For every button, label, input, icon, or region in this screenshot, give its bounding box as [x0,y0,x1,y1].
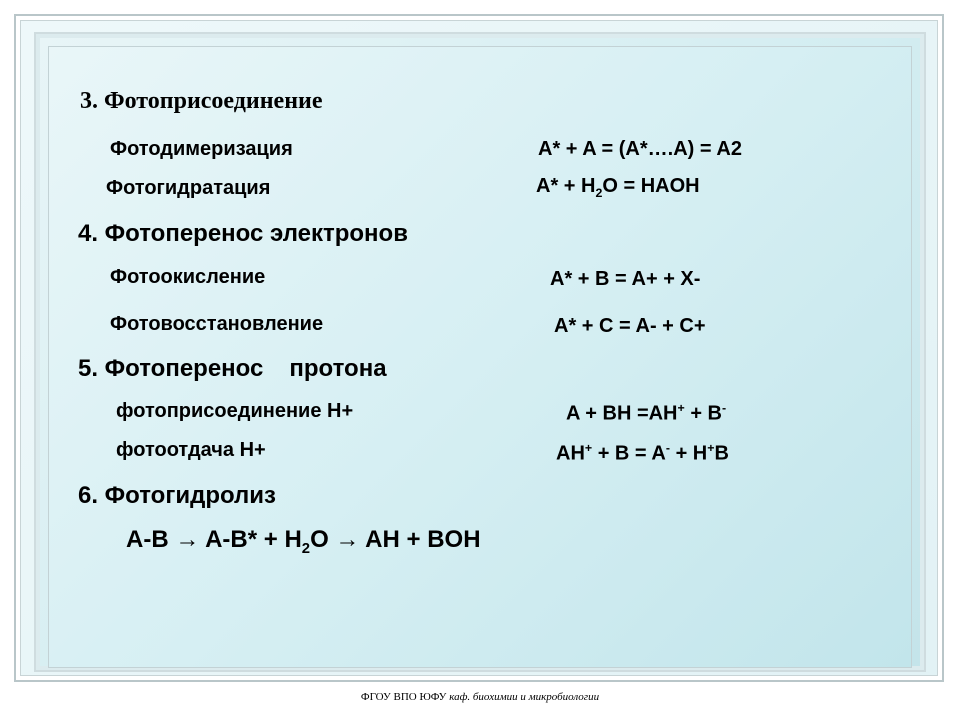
photodimerization-label: Фотодимеризация [110,138,293,160]
section-3-heading: 3. Фотоприсоединение [80,88,323,114]
photorelease-equation: AH+ + B = A- + H+B [556,441,729,465]
slide-footer [0,691,960,703]
photoreduction-label: Фотовосстановление [110,313,324,335]
section-6-heading: 6. Фотогидролиз [78,482,276,509]
photoaddition-equation: A + BH =AH+ + B- [566,401,727,425]
photooxidation-equation: A* + B = A+ + X- [550,268,701,290]
section-5-heading: 5. Фотоперенос протона [78,355,387,382]
photohydration-label: Фотогидратация [106,177,271,199]
footer-dept: каф. биохимии и микробиологии [446,691,600,703]
photorelease-label: фотоотдача Н+ [116,439,266,461]
photohydrolysis-equation: $A-B \to A-B* + H_2O$ → AH + BOH [126,526,481,557]
photodimerization-equation: A* + A = (A*….A) = A2 [538,138,742,160]
section-4-heading: 4. Фотоперенос электронов [78,220,408,247]
photoaddition-label: фотоприсоединение Н+ [116,400,354,422]
photoreduction-equation: A* + C = A- + C+ [554,315,706,337]
footer-org: ФГОУ ВПО ЮФУ [360,691,447,703]
photohydration-equation: $A* + H_2O$ = HAOH [536,175,700,200]
photooxidation-label: Фотоокисление [110,266,266,288]
